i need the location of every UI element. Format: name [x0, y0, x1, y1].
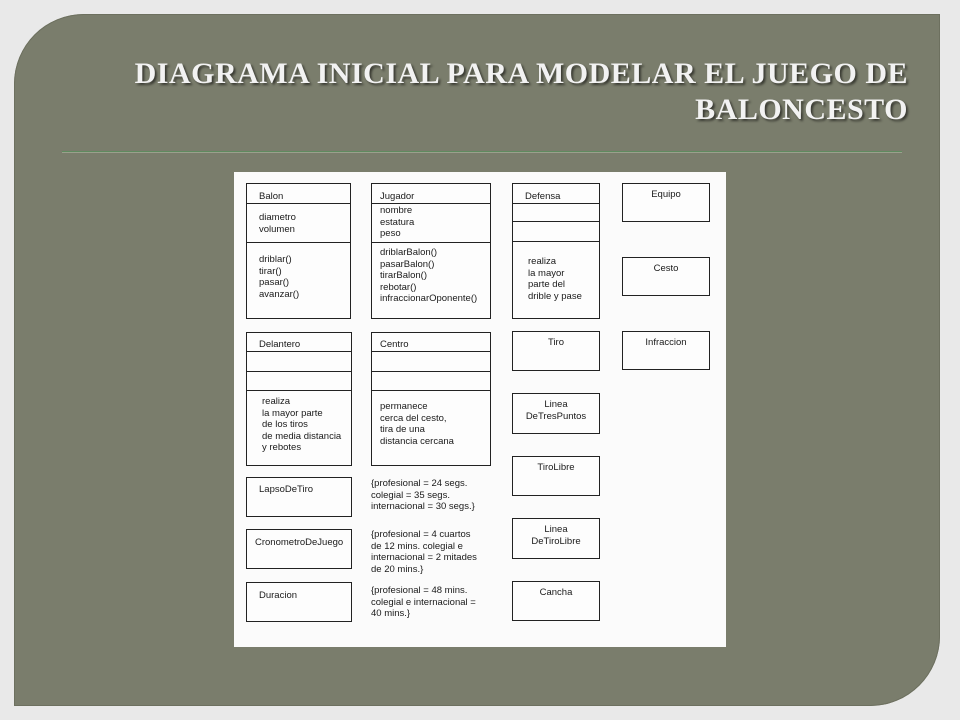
- cronometro-de-juego-constraint-note: {profesional = 4 cuartos de 12 mins. colegial e internacional = 2 mitades de 20 mins.}: [371, 529, 477, 575]
- class-balon-attr-divider: [247, 203, 350, 204]
- class-cancha: [512, 581, 600, 621]
- class-delantero-resp-divider: [247, 390, 351, 391]
- class-lapso-de-tiro: [246, 477, 352, 517]
- class-delantero: [246, 332, 352, 466]
- class-balon-ops-divider: [247, 242, 350, 243]
- class-jugador-name: Jugador: [380, 191, 415, 202]
- class-balon-name: Balon: [259, 191, 284, 202]
- class-equipo-name: Equipo: [651, 189, 681, 200]
- class-infraccion-name: Infraccion: [645, 337, 687, 348]
- duracion-constraint-note: {profesional = 48 mins. colegial e internacional = 40 mins.}: [371, 585, 476, 620]
- class-linea-de-tres-puntos: [512, 393, 600, 434]
- class-equipo: [622, 183, 710, 222]
- class-duracion: [246, 582, 352, 622]
- class-linea-de-tiro-libre: [512, 518, 600, 559]
- class-jugador: [371, 183, 491, 319]
- title-divider: [62, 151, 902, 152]
- class-cesto-name: Cesto: [653, 263, 679, 274]
- class-defensa-resp-divider: [513, 241, 599, 242]
- class-defensa: [512, 183, 600, 319]
- class-defensa-ops-divider: [513, 221, 599, 222]
- class-cancha-name: Cancha: [539, 587, 573, 598]
- class-delantero-attr-divider: [247, 351, 351, 352]
- class-linea-de-tiro-libre-name: Linea DeTiroLibre: [531, 524, 581, 547]
- class-infraccion: [622, 331, 710, 370]
- class-cronometro-de-juego-name: CronometroDeJuego: [255, 537, 344, 548]
- class-centro-attr-divider: [372, 351, 490, 352]
- class-linea-de-tres-puntos-name: Linea DeTresPuntos: [525, 399, 587, 422]
- class-cronometro-de-juego: [246, 529, 352, 569]
- class-centro-name: Centro: [380, 339, 409, 350]
- class-defensa-responsibility: realiza la mayor parte del drible y pase: [528, 256, 582, 302]
- class-delantero-responsibility: realiza la mayor parte de los tiros de media distancia y rebotes: [262, 396, 342, 454]
- lapso-de-tiro-constraint-note: {profesional = 24 segs. colegial = 35 segs. internacional = 30 segs.}: [371, 478, 475, 513]
- class-defensa-attr-divider: [513, 203, 599, 204]
- class-centro-responsibility: permanece cerca del cesto, tira de una distancia cercana: [380, 401, 454, 447]
- class-centro-resp-divider: [372, 390, 490, 391]
- class-jugador-ops-divider: [372, 242, 490, 243]
- class-lapso-de-tiro-name: LapsoDeTiro: [259, 484, 314, 495]
- class-balon: [246, 183, 351, 319]
- class-jugador-attr-divider: [372, 203, 490, 204]
- slide-title-line1: DIAGRAMA INICIAL PARA MODELAR EL JUEGO DE: [134, 57, 908, 90]
- class-tiro: [512, 331, 600, 371]
- class-centro: [371, 332, 491, 466]
- class-jugador-attributes: nombre estatura peso: [380, 205, 415, 240]
- class-duracion-name: Duracion: [259, 590, 298, 601]
- class-tiro-name: Tiro: [547, 337, 564, 348]
- class-centro-ops-divider: [372, 371, 490, 372]
- class-balon-attributes: diametro volumen: [259, 212, 296, 235]
- class-delantero-ops-divider: [247, 371, 351, 372]
- class-tiro-libre-name: TiroLibre: [537, 462, 575, 473]
- class-diagram-image: [234, 172, 726, 647]
- class-tiro-libre: [512, 456, 600, 496]
- class-cesto: [622, 257, 710, 296]
- class-delantero-name: Delantero: [259, 339, 301, 350]
- slide-title: [60, 56, 908, 128]
- class-jugador-operations: driblarBalon() pasarBalon() tirarBalon() rebotar() infraccionarOponente(): [380, 247, 478, 305]
- slide-title-line2: BALONCESTO: [695, 93, 908, 126]
- class-balon-operations: driblar() tirar() pasar() avanzar(): [259, 254, 300, 300]
- class-defensa-name: Defensa: [525, 191, 561, 202]
